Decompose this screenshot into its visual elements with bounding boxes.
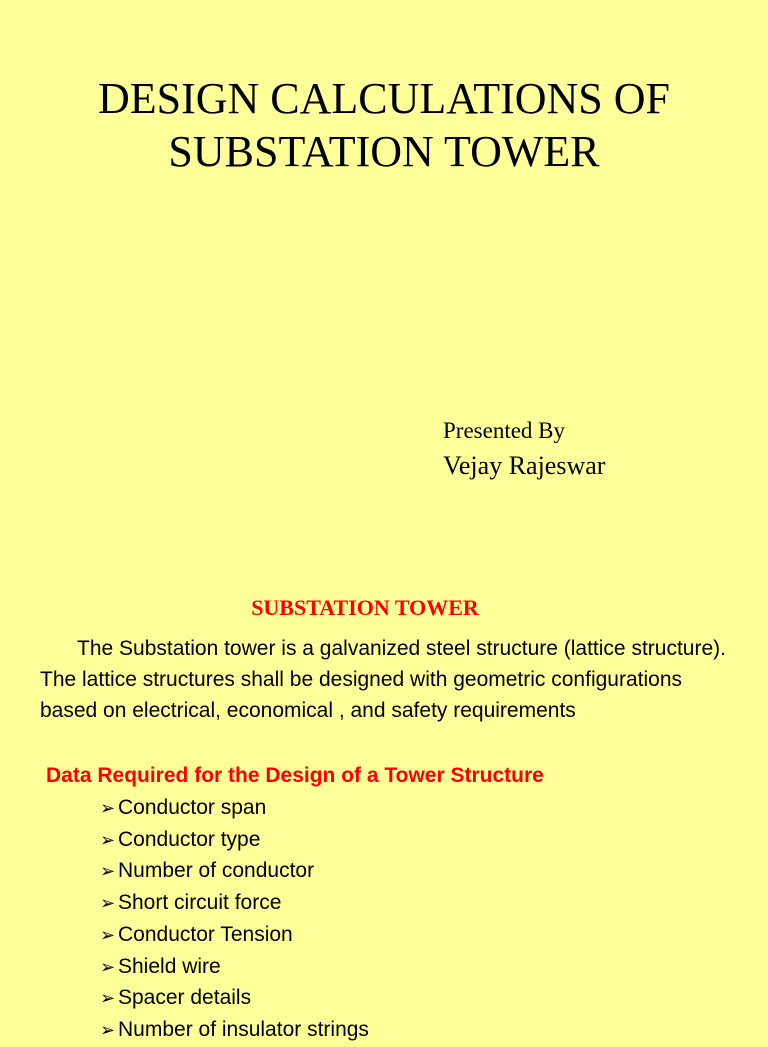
arrow-bullet-icon: ➢ [100, 798, 116, 819]
arrow-bullet-icon: ➢ [100, 861, 116, 883]
list-item-text: Number of insulator strings [118, 1017, 369, 1041]
list-item-text: Short circuit force [118, 891, 282, 915]
list-item [100, 825, 369, 857]
slide-title-line-1: DESIGN CALCULATIONS OF [97, 74, 671, 123]
arrow-bullet-icon: ➢ [100, 893, 116, 915]
list-item [100, 1015, 369, 1047]
slide-title [0, 72, 768, 178]
list-item-text: Shield wire [118, 954, 221, 978]
section-paragraph: The Substation tower is a galvanized steel structure (lattice structure). The lattice structures shall be designed with geometric configurations based on electrical, economical , and safety requirements [40, 637, 726, 722]
data-required-list [100, 793, 369, 1047]
list-item [100, 856, 369, 888]
list-item [100, 888, 369, 920]
arrow-bullet-icon: ➢ [100, 1019, 116, 1041]
arrow-bullet-icon: ➢ [100, 829, 116, 851]
list-item [100, 983, 369, 1015]
list-item-text: Number of conductor [118, 859, 315, 883]
list-item [100, 920, 369, 952]
list-item-text: Spacer details [118, 986, 252, 1010]
slide-title-line-2: SUBSTATION TOWER [168, 127, 600, 176]
list-item-text: Conductor Tension [118, 922, 293, 946]
list-item [100, 952, 369, 984]
list-item-text: Conductor span [118, 796, 267, 819]
presenter-name: Vejay Rajeswar [443, 451, 606, 480]
section-heading: SUBSTATION TOWER [251, 595, 479, 620]
data-required-heading: Data Required for the Design of a Tower Structure [46, 764, 544, 787]
arrow-bullet-icon: ➢ [100, 924, 116, 946]
list-item-text: Conductor type [118, 827, 261, 851]
arrow-bullet-icon: ➢ [100, 956, 116, 978]
presented-by-label: Presented By [443, 418, 566, 443]
arrow-bullet-icon: ➢ [100, 988, 116, 1010]
list-item [100, 793, 369, 825]
